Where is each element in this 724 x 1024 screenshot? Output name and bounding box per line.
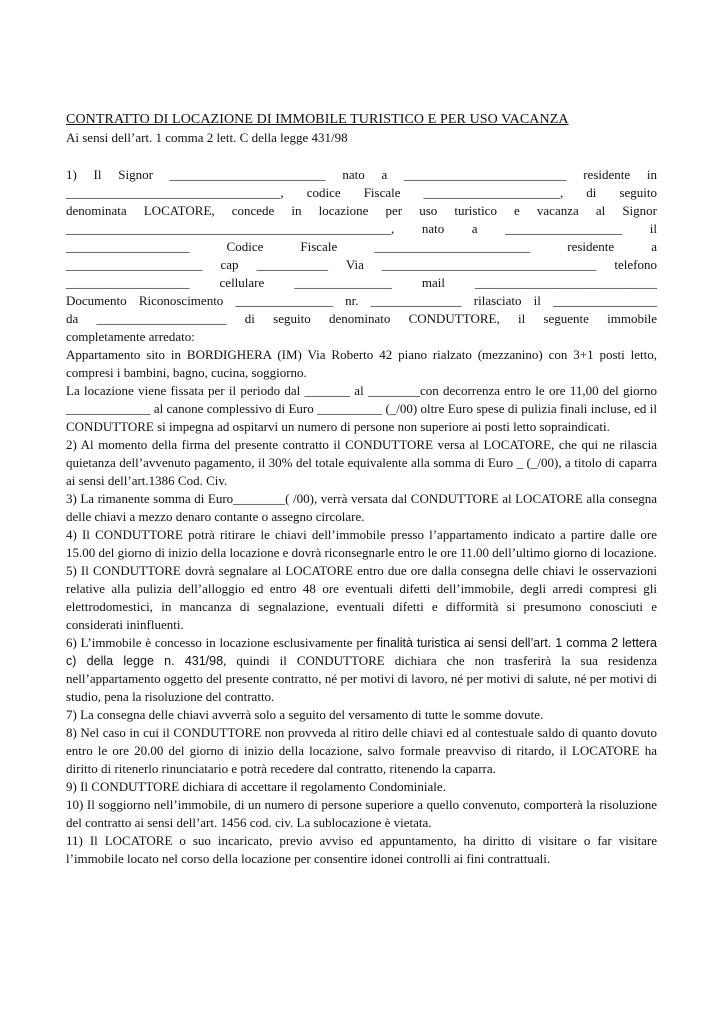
- contract-page: [66, 111, 657, 868]
- clause-3: 3) La rimanente somma di Euro________( /00), verrà versata dal CONDUTTORE al LOCATORE alla consegna delle chiavi a mezzo denaro contante o assegno circolare.: [66, 491, 657, 524]
- clause-1-line: Documento Riconoscimento _______________ nr. ______________ rilasciato il ________________: [66, 293, 657, 308]
- clause-6-bold: finalità turistica ai sensi dell’art. 1 comma 2 lettera c) della legge n. 431/98: [66, 636, 657, 668]
- clause-1-line: denominata LOCATORE, concede in locazione per uso turistico e vacanza al Signor: [66, 203, 657, 218]
- clause-1: [66, 166, 657, 346]
- clause-5: 5) Il CONDUTTORE dovrà segnalare al LOCATORE entro due ore dalla consegna delle chiavi le osservazioni relative alla pulizia dell’alloggio ed entro 48 ore eventuali difetti dell’immobile, degli arredi compresi gli elettrodomestici, in mancanza di segnalazione, eventuali difetti e difformità si presumono conosciuti e considerati ininfluenti.: [66, 563, 657, 632]
- clause-11: 11) Il LOCATORE o suo incaricato, previo avviso ed appuntamento, ha diritto di visitare o far visitare l’immobile locato nel corso della locazione per consentire idonei controlli ai fini contrattuali.: [66, 833, 657, 866]
- clause-1-line: ___________________ Codice Fiscale ________________________ residente a: [66, 239, 657, 254]
- clause-1-rest: completamente arredato:: [66, 329, 195, 344]
- apartment-description: Appartamento sito in BORDIGHERA (IM) Via Roberto 42 piano rialzato (mezzanino) con 3+1 posti letto, compresi i bambini, bagno, cucina, soggiorno.: [66, 347, 657, 380]
- clause-1-line: _____________________ cap ___________ Via _________________________________ telefono: [66, 257, 657, 272]
- clause-6-text-b: , quindi il CONDUTTORE dichiara che non trasferirà la sua residenza nell’appartamento oggetto del presente contratto, né per motivi di lavoro, né per motivi di salute, né per motivi di studio, pena la risoluzione del contratto.: [66, 653, 657, 704]
- clause-1-line: __________________________________________________, nato a __________________ il: [66, 221, 657, 236]
- clause-7: 7) La consegna delle chiavi avverrà solo a seguito del versamento di tutte le somme dovute.: [66, 707, 544, 722]
- clause-6-text-a: 6) L’immobile è concesso in locazione esclusivamente per: [66, 635, 377, 650]
- clause-1-line: da ____________________ di seguito denominato CONDUTTORE, il seguente immobile: [66, 311, 657, 326]
- clause-8: 8) Nel caso in cui il CONDUTTORE non provveda al ritiro delle chiavi ed al contestuale saldo di quanto dovuto entro le ore 20.00 del giorno di inizio della locazione, salvo formale preavviso di ritardo, il LOCATORE ha diritto di ritenerlo rinunciatario e potrà recedere dal contratto, ritenendo la caparra.: [66, 725, 657, 776]
- contract-subtitle: Ai sensi dell’art. 1 comma 2 lett. C della legge 431/98: [66, 130, 348, 145]
- clause-2: 2) Al momento della firma del presente contratto il CONDUTTORE versa al LOCATORE, che qui ne rilascia quietanza dell’avvenuto pagamento, il 30% del totale equivalente alla somma di Euro _ (_/00), a titolo di caparra ai sensi dell’art.1386 Cod. Civ.: [66, 437, 657, 488]
- contract-title: CONTRATTO DI LOCAZIONE DI IMMOBILE TURISTICO E PER USO VACANZA: [66, 112, 569, 127]
- clause-1-line: ___________________ cellulare _______________ mail ____________________________: [66, 275, 657, 290]
- clause-6: [66, 634, 657, 706]
- clause-4: 4) Il CONDUTTORE potrà ritirare le chiavi dell’immobile presso l’appartamento indicato a partire dalle ore 15.00 del giorno di inizio della locazione e dovrà riconsegnarle entro le ore 11.00 dell’ultimo giorno di locazione.: [66, 527, 657, 560]
- clause-9: 9) Il CONDUTTORE dichiara di accettare il regolamento Condominiale.: [66, 779, 446, 794]
- clause-10: 10) Il soggiorno nell’immobile, di un numero di persone superiore a quello convenuto, comporterà la risoluzione del contratto ai sensi dell’art. 1456 cod. civ. La sublocazione è vietata.: [66, 797, 657, 830]
- clause-1-line: 1) Il Signor ________________________ nato a _________________________ residente in: [66, 167, 657, 182]
- clause-1-line: _________________________________, codice Fiscale _____________________, di seguito: [66, 185, 657, 200]
- rental-period: La locazione viene fissata per il periodo dal _______ al ________con decorrenza entro le ore 11,00 del giorno _____________ al canone complessivo di Euro __________ (_/00) oltre Euro spese di pulizia finali incluse, ed il CONDUTTORE si impegna ad ospitarvi un numero di persone non superiore ai posti letto sopraindicati.: [66, 383, 657, 434]
